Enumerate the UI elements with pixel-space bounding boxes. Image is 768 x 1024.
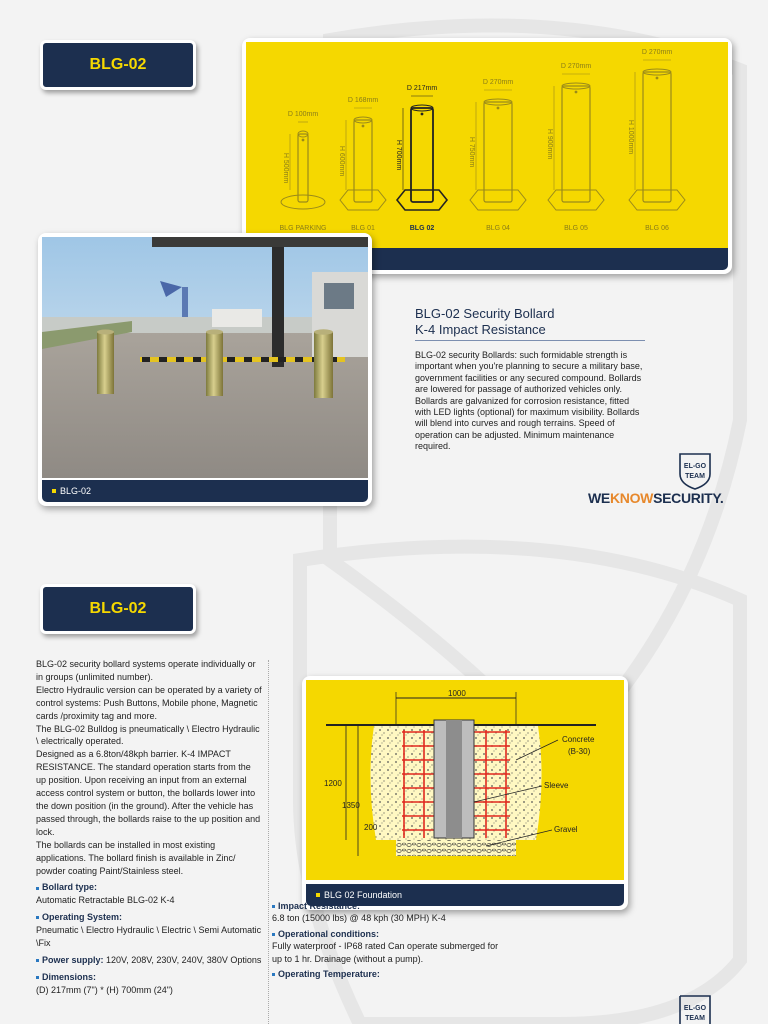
brand-tagline (588, 490, 724, 506)
product-description: BLG-02 security Bollards: such formidable strength is important when you're planning to secure a military base, government facilities or any secured compound. Bollards are lowered for passage of authorized vehicles only. Bollards are galvanized for corrosion resistance, fitted with LED lights (optional) for maximum visibility. Bollards will blend into curves and rough terrains. Speed of operation can be adjusted. Minimum maintenance required. (415, 350, 643, 452)
spec-label: Bollard type: (42, 882, 98, 893)
spec-bullet-icon (272, 973, 275, 976)
spec-bullet-icon (36, 916, 39, 919)
height-label: H 1000mm (627, 119, 634, 155)
spec-bullet-icon (36, 976, 39, 979)
height-dimension-label: 1200 (324, 779, 342, 788)
model-badge-top (40, 40, 196, 90)
section2-specs-right (272, 900, 502, 983)
gravel-label: Gravel (554, 825, 578, 834)
height-label: H 700mm (395, 139, 402, 171)
total-depth-label: 1350 (342, 801, 360, 810)
spec-bullet-icon (272, 933, 275, 936)
spec-bullet-icon (272, 905, 275, 908)
sleeve-label: Sleeve (544, 781, 569, 790)
paragraph: Designed as a 6.8ton/48kph barrier. K-4 IMPACT RESISTANCE. The standard operation starts from the up position. Upon receiving an input from an external access control system or button, the bollards lower into the down position (in the ground). After the vehicle has passed through, the bollards raise to the up position and lock. (36, 749, 261, 837)
shield-logo-icon-bottom (678, 994, 712, 1024)
bollards-diagram (246, 42, 728, 248)
model-badge-label: BLG-02 (89, 56, 147, 73)
spec-label: Dimensions: (42, 971, 97, 982)
spec-label: Operating System: (42, 912, 123, 923)
concrete-grade-label: (B-30) (568, 747, 591, 756)
brand-we: WE (588, 490, 610, 506)
spec-value: 6.8 ton (15000 lbs) @ 48 kph (30 MPH) K-4 (272, 913, 446, 924)
spec-bullet-icon (36, 887, 39, 890)
diameter-label: D 270mm (482, 79, 514, 86)
product-title-line2: K-4 Impact Resistance (415, 322, 546, 337)
spec-impact-resistance (272, 900, 502, 925)
paragraph: Electro Hydraulic version can be operated by a variety of control systems: Push Buttons, Mobile phone, Magnetic cards /proximity tag and more. (36, 684, 262, 721)
paragraph: The bollards can be installed in most existing applications. The bollard finish is available in Zinc/ powder coating Paint/Stainless steel. (36, 839, 236, 876)
spec-label: Power supply: (42, 954, 104, 965)
logo-text-top: EL-GO (683, 463, 707, 470)
model-name-label: BLG 05 (564, 225, 588, 232)
spec-power-supply (36, 954, 262, 967)
model-name-label: BLG PARKING (279, 225, 327, 232)
model-name-label: BLG 02 (409, 225, 435, 232)
caption-bullet-icon (52, 489, 56, 493)
diameter-label: D 168mm (347, 97, 379, 104)
bollards-photo (42, 237, 368, 478)
spec-value: 120V, 208V, 230V, 240V, 380V Options (106, 954, 262, 965)
spec-value: Fully waterproof - IP68 rated Can operate submerged for up to 1 hr. Drainage (without a pump). (272, 941, 499, 964)
paragraph: BLG-02 security bollard systems operate individually or in groups (unlimited number). (36, 659, 256, 682)
logo-text-bottom: TEAM (685, 473, 705, 480)
foundation-caption-text: BLG 02 Foundation (324, 890, 403, 900)
model-name-label: BLG 06 (645, 225, 669, 232)
height-label: H 750mm (468, 136, 475, 168)
height-label: H 900mm (546, 128, 553, 160)
foundation-card (302, 676, 628, 910)
spec-dimensions (36, 971, 262, 997)
photo-caption (42, 480, 368, 502)
photo-card (38, 233, 372, 506)
diameter-label: D 217mm (406, 85, 438, 92)
model-name-label: BLG 04 (486, 225, 510, 232)
brand-know: KNOW (609, 490, 654, 506)
spec-label: Operational conditions: (278, 928, 380, 939)
spec-operating-temperature (272, 968, 502, 980)
spec-value: Automatic Retractable BLG-02 K-4 (36, 895, 175, 906)
product-title-line1: BLG-02 Security Bollard (415, 306, 555, 321)
foundation-diagram (306, 680, 624, 880)
spec-label: Impact Resistance: (278, 901, 361, 911)
model-badge-label: BLG-02 (89, 600, 147, 617)
spec-bollard-type (36, 881, 262, 907)
logo-text-top: EL-GO (683, 1005, 707, 1012)
photo-caption-text: BLG-02 (60, 486, 92, 496)
spec-operational-conditions (272, 928, 502, 965)
spec-value: Pneumatic \ Electro Hydraulic \ Electric \ Semi Automatic \Fix (36, 925, 262, 949)
height-label: H 500mm (282, 152, 289, 184)
caption-bullet-icon (316, 893, 320, 897)
product-title (415, 306, 645, 341)
column-divider (268, 660, 269, 1024)
model-name-label: BLG 01 (351, 225, 375, 232)
height-label: H 600mm (338, 145, 345, 177)
shield-logo-icon (678, 452, 712, 490)
concrete-label: Concrete (562, 735, 595, 744)
diameter-label: D 270mm (641, 49, 673, 56)
section2-text (36, 658, 262, 997)
diameter-label: D 100mm (287, 111, 319, 118)
brand-security: SECURITY. (653, 490, 724, 506)
spec-operating-system (36, 911, 262, 950)
gravel-depth-label: 200 (364, 823, 378, 832)
width-dimension-label: 1000 (448, 689, 466, 698)
diameter-label: D 270mm (560, 63, 592, 70)
model-badge-bottom (40, 584, 196, 634)
paragraph: The BLG-02 Bulldog is pneumatically \ Electro Hydraulic \ electrically operated. (36, 723, 260, 747)
spec-value: (D) 217mm (7") * (H) 700mm (24") (36, 984, 173, 995)
spec-label: Operating Temperature: (278, 969, 380, 980)
spec-bullet-icon (36, 959, 39, 962)
logo-text-bottom: TEAM (685, 1015, 705, 1022)
